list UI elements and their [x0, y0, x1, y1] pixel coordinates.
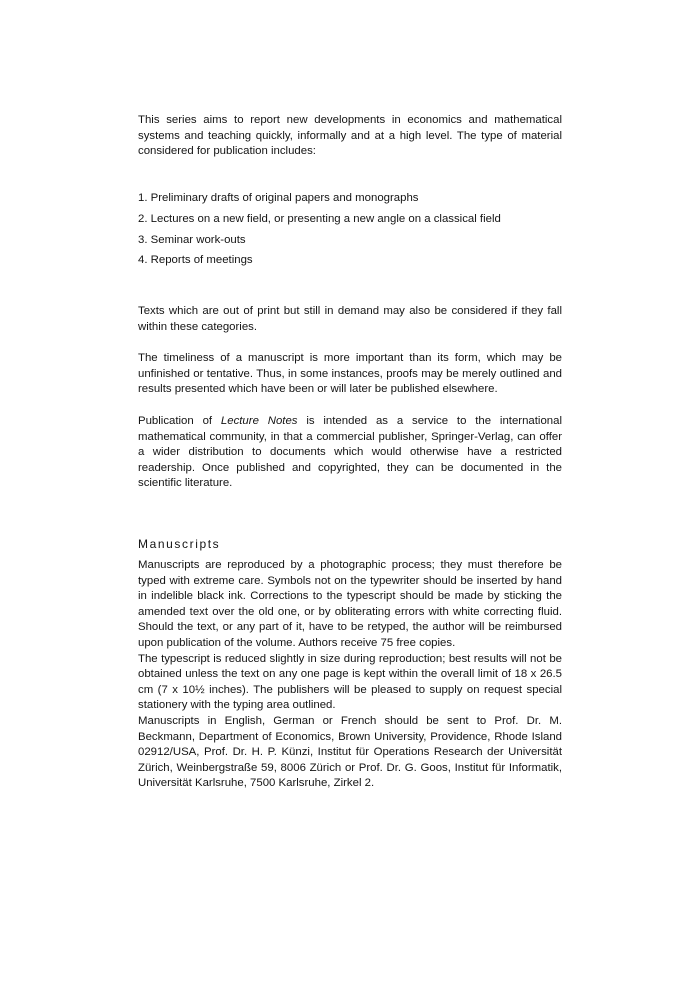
list-item: 4. Reports of meetings: [138, 254, 253, 267]
typescript-paragraph: The typescript is reduced slightly in size during reproduction; best results will not be obtained unless the text on any one page is kept within the overall limit of 18 x 26.5 cm (7 x 10½ inches). The publishers will be pleased to supply on request special stationery with the typing area outlined.: [138, 652, 562, 712]
list-item: 1. Preliminary drafts of original papers and monographs: [138, 191, 419, 204]
list-item: 2. Lectures on a new field, or presenting a new angle on a classical field: [138, 212, 501, 225]
manuscripts-heading: Manuscripts: [138, 536, 221, 551]
publication-paragraph: [138, 414, 562, 492]
publication-text-after: is intended as a service to the international mathematical community, in that a commercial publisher, Springer-Verlag, can offer a wider distribution to documents which would otherwise have a restricted readership. Once published and copyrighted, they can be documented in the scientific literature.: [138, 415, 562, 490]
list-item: 3. Seminar work-outs: [138, 233, 246, 246]
reproduction-paragraph: Manuscripts are reproduced by a photographic process; they must therefore be typed with extreme care. Symbols not on the typewriter should be inserted by hand in indelible black ink. Corrections to the typescript should be made by sticking the amended text over the old one, or by obliterating errors with white correcting fluid. Should the text, or any part of it, have to be retyped, the author will be reimbursed upon publication of the volume. Authors receive 75 free copies.: [138, 558, 562, 649]
publication-text-before: Publication of: [138, 415, 221, 428]
out-of-print-paragraph: Texts which are out of print but still in demand may also be considered if they fall within these categories.: [138, 305, 562, 333]
intro-paragraph: This series aims to report new developments in economics and mathematical systems and teaching quickly, informally and at a high level. The type of material considered for publication includes:: [138, 114, 562, 158]
material-types-list: [138, 191, 562, 269]
timeliness-paragraph: The timeliness of a manuscript is more important than its form, which may be unfinished or tentative. Thus, in some instances, proofs may be merely outlined and results presented which have been or will later be published elsewhere.: [138, 352, 562, 396]
addresses-paragraph: Manuscripts in English, German or French should be sent to Prof. Dr. M. Beckmann, Department of Economics, Brown University, Providence, Rhode Island 02912/USA, Prof. Dr. H. P. Künzi, Institut für Operations Research der Universität Zürich, Weinbergstraße 59, 8006 Zürich or Prof. Dr. G. Goos, Institut für Informatik, Universität Karlsruhe, 7500 Karlsruhe, Zirkel 2.: [138, 714, 562, 790]
series-name: Lecture Notes: [220, 415, 298, 428]
document-page: [138, 113, 562, 792]
